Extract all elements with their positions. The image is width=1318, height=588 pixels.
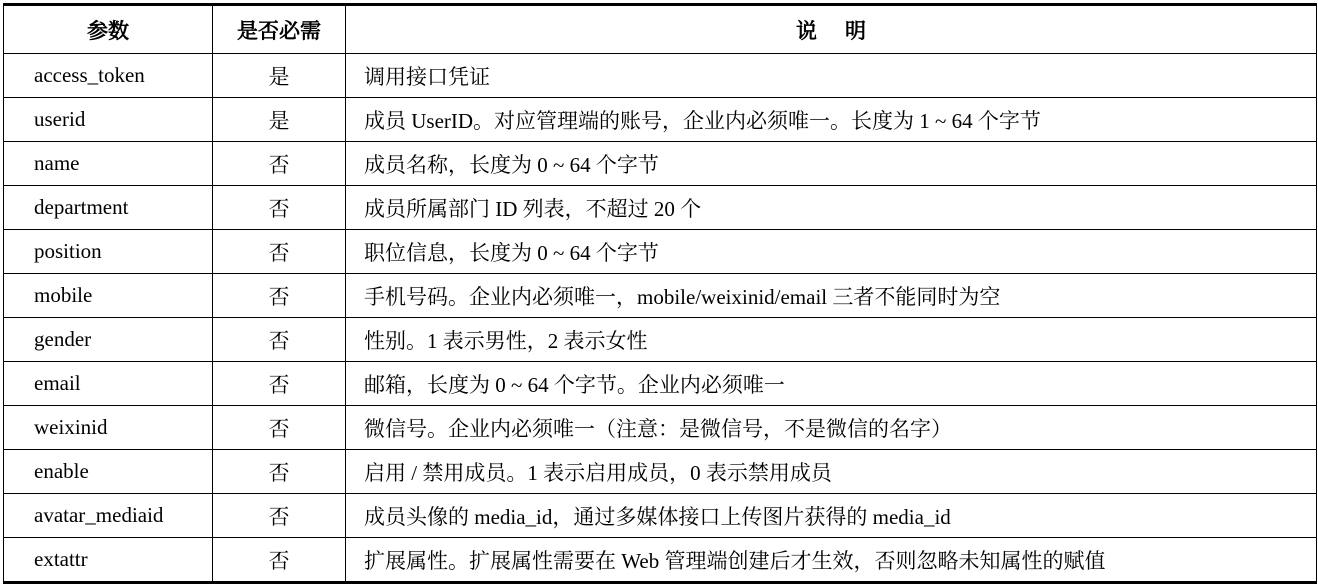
table-row [4, 406, 1317, 450]
cell-required: 否 [213, 318, 346, 362]
cell-required: 是 [213, 54, 346, 98]
cell-param: mobile [4, 274, 213, 318]
cell-param: department [4, 186, 213, 230]
column-header-description [346, 5, 1317, 54]
table-row [4, 142, 1317, 186]
table-row [4, 538, 1317, 583]
cell-required: 否 [213, 494, 346, 538]
table-row [4, 318, 1317, 362]
cell-param: email [4, 362, 213, 406]
table-header [4, 5, 1317, 54]
cell-param: avatar_mediaid [4, 494, 213, 538]
cell-required: 否 [213, 142, 346, 186]
cell-description: 成员 UserID。对应管理端的账号，企业内必须唯一。长度为 1 ~ 64 个字节 [346, 98, 1317, 142]
column-header-required: 是否必需 [213, 5, 346, 54]
parameter-table [3, 3, 1317, 584]
cell-param: access_token [4, 54, 213, 98]
cell-required: 否 [213, 186, 346, 230]
table-body [4, 54, 1317, 583]
cell-param: position [4, 230, 213, 274]
column-header-description-left: 说 [796, 18, 817, 43]
table-row [4, 186, 1317, 230]
table-row [4, 98, 1317, 142]
header-row [4, 5, 1317, 54]
cell-required: 否 [213, 450, 346, 494]
cell-required: 是 [213, 98, 346, 142]
cell-required: 否 [213, 406, 346, 450]
cell-description: 邮箱，长度为 0 ~ 64 个字节。企业内必须唯一 [346, 362, 1317, 406]
cell-param: gender [4, 318, 213, 362]
column-header-param: 参数 [4, 5, 213, 54]
cell-description: 扩展属性。扩展属性需要在 Web 管理端创建后才生效，否则忽略未知属性的赋值 [346, 538, 1317, 583]
table-row [4, 450, 1317, 494]
cell-description: 职位信息，长度为 0 ~ 64 个字节 [346, 230, 1317, 274]
table-row [4, 54, 1317, 98]
table-row [4, 230, 1317, 274]
cell-param: extattr [4, 538, 213, 583]
cell-param: name [4, 142, 213, 186]
cell-required: 否 [213, 538, 346, 583]
cell-required: 否 [213, 362, 346, 406]
table-row [4, 274, 1317, 318]
table-row [4, 494, 1317, 538]
cell-description: 微信号。企业内必须唯一（注意：是微信号，不是微信的名字） [346, 406, 1317, 450]
cell-description: 成员名称，长度为 0 ~ 64 个字节 [346, 142, 1317, 186]
cell-description: 性别。1 表示男性，2 表示女性 [346, 318, 1317, 362]
cell-param: weixinid [4, 406, 213, 450]
cell-required: 否 [213, 230, 346, 274]
cell-param: userid [4, 98, 213, 142]
document-page [0, 3, 1318, 588]
cell-required: 否 [213, 274, 346, 318]
cell-description: 启用 / 禁用成员。1 表示启用成员，0 表示禁用成员 [346, 450, 1317, 494]
column-header-description-right: 明 [845, 18, 866, 43]
table-row [4, 362, 1317, 406]
cell-param: enable [4, 450, 213, 494]
cell-description: 成员所属部门 ID 列表，不超过 20 个 [346, 186, 1317, 230]
cell-description: 成员头像的 media_id，通过多媒体接口上传图片获得的 media_id [346, 494, 1317, 538]
cell-description: 调用接口凭证 [346, 54, 1317, 98]
cell-description: 手机号码。企业内必须唯一，mobile/weixinid/email 三者不能同时为空 [346, 274, 1317, 318]
